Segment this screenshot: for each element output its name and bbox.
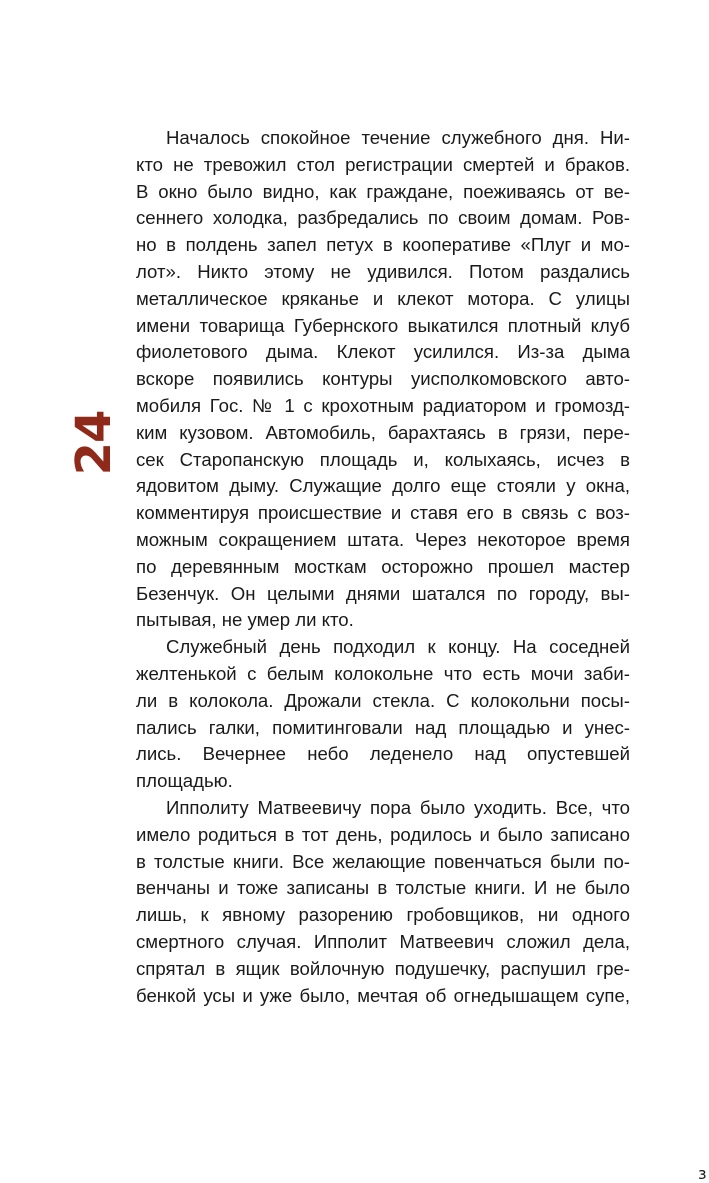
text-line: ким кузовом. Автомобиль, барахтаясь в грязи, пере- <box>136 421 630 443</box>
text-line: имело родиться в тот день, родилось и было записано <box>136 823 630 845</box>
corner-mark: з <box>698 1164 707 1183</box>
text-line: по деревянным мосткам осторожно прошел мастер <box>136 555 630 577</box>
text-line: площадью. <box>136 770 233 792</box>
text-line: можным сокращением штата. Через некоторое время <box>136 528 630 550</box>
paragraph <box>136 795 630 1009</box>
text-line: Ипполиту Матвеевичу пора было уходить. Все, что <box>166 796 630 818</box>
text-line: ядовитом дыму. Служащие долго еще стояли у окна, <box>136 475 630 497</box>
text-line: лись. Вечернее небо леденело над опустевшей <box>136 743 630 765</box>
text-line: бенкой усы и уже было, мечтая об огнедышащем супе, <box>136 984 630 1006</box>
text-line: Служебный день подходил к концу. На соседней <box>166 636 630 658</box>
text-line: венчаны и тоже записаны в толстые книги. И не было <box>136 877 630 899</box>
text-line: Безенчук. Он целыми днями шатался по городу, вы- <box>136 582 630 604</box>
text-line: металлическое кряканье и клекот мотора. С улицы <box>136 287 630 309</box>
page-number-label: 24 <box>66 410 122 476</box>
text-line: смертного случая. Ипполит Матвеевич сложил дела, <box>136 930 630 952</box>
text-line: сеннего холодка, разбредались по своим домам. Ров- <box>136 207 630 229</box>
text-line: комментируя происшествие и ставя его в связь с воз- <box>136 502 630 524</box>
paragraph <box>136 634 630 795</box>
text-line: желтенькой с белым колокольне что есть мочи заби- <box>136 662 630 684</box>
text-line: в толстые книги. Все желающие повенчаться были по- <box>136 850 630 872</box>
text-line: ли в колокола. Дрожали стекла. С колокольни посы- <box>136 689 630 711</box>
text-line: В окно было видно, как граждане, поеживаясь от ве- <box>136 180 630 202</box>
text-line: пытывая, не умер ли кто. <box>136 609 354 631</box>
text-line: имени товарища Губернского выкатился плотный клуб <box>136 314 630 336</box>
text-line: пались галки, помитинговали над площадью и унес- <box>136 716 630 738</box>
paragraph <box>136 125 630 634</box>
text-line: мобиля Гос. № 1 с крохотным радиатором и громозд- <box>136 394 630 416</box>
text-line: лот». Никто этому не удивился. Потом раздались <box>136 260 630 282</box>
text-line: Началось спокойное течение служебного дня. Ни- <box>166 127 630 148</box>
text-line: спрятал в ящик войлочную подушечку, распушил гре- <box>136 957 630 979</box>
text-line: кто не тревожил стол регистрации смертей и браков. <box>136 153 630 175</box>
text-line: фиолетового дыма. Клекот усилился. Из-за дыма <box>136 341 630 363</box>
body-text <box>136 125 630 1009</box>
text-line: лишь, к явному разорению гробовщиков, ни одного <box>136 904 630 926</box>
text-line: но в полдень запел петух в кооперативе «Плуг и мо- <box>136 234 630 256</box>
text-line: сек Старопанскую площадь и, колыхаясь, исчез в <box>136 448 630 470</box>
text-line: вскоре появились контуры уисполкомовского авто- <box>136 368 630 390</box>
